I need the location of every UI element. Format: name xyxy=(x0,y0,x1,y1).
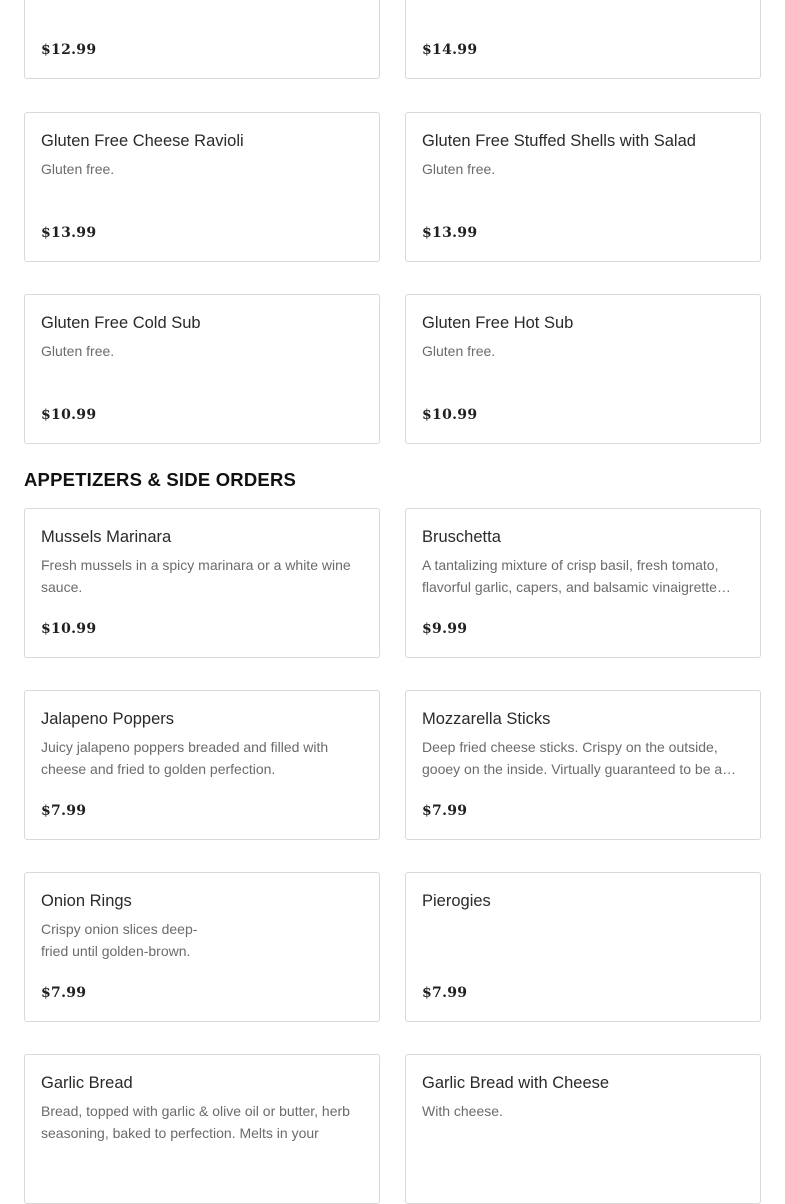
menu-item-price: $7.99 xyxy=(422,803,468,819)
menu-item-card[interactable] xyxy=(405,112,761,262)
menu-item-description: Gluten free. xyxy=(41,343,115,359)
menu-item-description: A tantalizing mixture of crisp basil, fresh tomato, flavorful garlic, capers, and balsamic vinaigrette… xyxy=(422,557,731,595)
menu-item-price: $13.99 xyxy=(422,225,478,241)
menu-item-description: Juicy jalapeno poppers breaded and filled with cheese and fried to golden perfection. xyxy=(41,739,329,777)
menu-item-name: Gluten Free Cold Sub xyxy=(41,314,201,332)
menu-item-name: Onion Rings xyxy=(41,892,132,910)
menu-item-name: Pierogies xyxy=(422,892,491,910)
menu-item-price: $13.99 xyxy=(41,225,97,241)
menu-item-price: $10.99 xyxy=(41,621,97,637)
menu-item-price: $7.99 xyxy=(422,985,468,1001)
menu-item-name: Gluten Free Hot Sub xyxy=(422,314,574,332)
menu-item-price: $10.99 xyxy=(41,407,97,423)
menu-item-description: Crispy onion slices deep-fried until golden-brown. xyxy=(41,921,198,959)
menu-item-price: $12.99 xyxy=(41,42,97,58)
menu-item-description: Fresh mussels in a spicy marinara or a white wine sauce. xyxy=(41,557,351,595)
menu-item-card[interactable] xyxy=(24,872,380,1022)
menu-item-description: With cheese. xyxy=(422,1103,503,1119)
menu-item-price: $7.99 xyxy=(41,985,87,1001)
menu-item-card[interactable] xyxy=(405,294,761,444)
menu-item-name: Mussels Marinara xyxy=(41,528,172,546)
menu-item-price: $7.99 xyxy=(41,803,87,819)
menu-item-description: Gluten free. xyxy=(41,161,115,177)
menu-item-card[interactable] xyxy=(24,0,380,79)
menu-item-card[interactable] xyxy=(405,508,761,658)
menu-item-price: $10.99 xyxy=(422,407,478,423)
menu-item-name: Gluten Free Stuffed Shells with Salad xyxy=(422,132,696,150)
section-heading: APPETIZERS & SIDE ORDERS xyxy=(24,469,297,490)
menu-item-card[interactable] xyxy=(24,1054,380,1204)
menu-item-card[interactable] xyxy=(405,690,761,840)
menu-item-card[interactable] xyxy=(405,872,761,1022)
menu-item-name: Bruschetta xyxy=(422,528,501,546)
menu-item-name: Jalapeno Poppers xyxy=(41,710,175,728)
menu-item-description: Gluten free. xyxy=(422,343,496,359)
menu-item-card[interactable] xyxy=(24,508,380,658)
menu-item-card[interactable] xyxy=(24,294,380,444)
menu-item-name: Gluten Free Cheese Ravioli xyxy=(41,132,244,150)
menu-item-description: Bread, topped with garlic & olive oil or butter, herb seasoning, baked to perfection. Melts in your xyxy=(41,1103,350,1141)
menu-item-card[interactable] xyxy=(405,0,761,79)
menu-item-card[interactable] xyxy=(24,112,380,262)
menu-item-description: Deep fried cheese sticks. Crispy on the outside, gooey on the inside. Virtually guaranteed to be a… xyxy=(422,739,737,777)
menu-item-card[interactable] xyxy=(24,690,380,840)
menu-item-card[interactable] xyxy=(405,1054,761,1204)
menu-item-price: $14.99 xyxy=(422,42,478,58)
menu-item-name: Mozzarella Sticks xyxy=(422,710,551,728)
menu-item-name: Garlic Bread with Cheese xyxy=(422,1074,610,1092)
menu-item-description: Gluten free. xyxy=(422,161,496,177)
menu-item-name: Garlic Bread xyxy=(41,1074,133,1092)
menu-item-price: $9.99 xyxy=(422,621,468,637)
